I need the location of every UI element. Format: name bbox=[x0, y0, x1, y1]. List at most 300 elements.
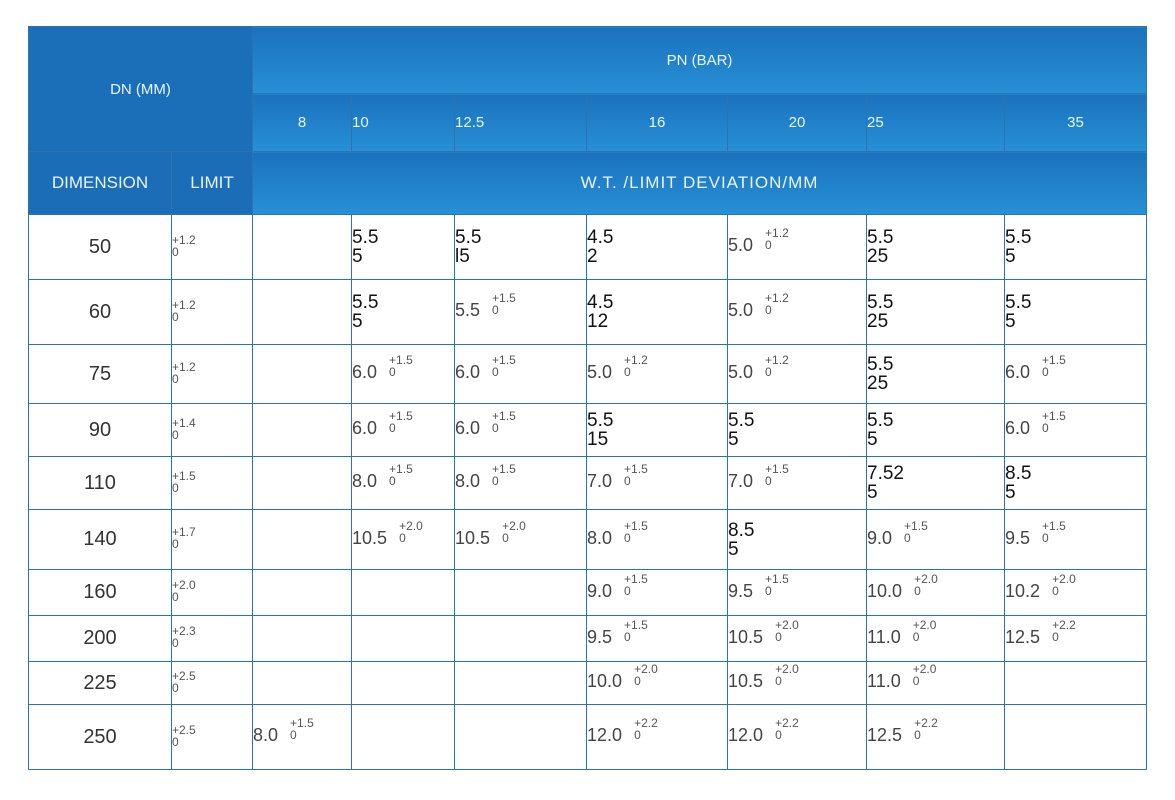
deviation-upper: +2.2 bbox=[914, 716, 938, 730]
wt-value: 11.0 bbox=[867, 671, 901, 691]
wt-cell bbox=[587, 457, 728, 510]
wt-value-line: 5 bbox=[1005, 311, 1016, 332]
wt-stacked-value bbox=[867, 228, 1004, 266]
deviation-upper: +2.0 bbox=[634, 662, 658, 676]
wt-deviation bbox=[914, 573, 938, 597]
wt-value: 5.5 bbox=[455, 300, 481, 320]
wt-cell bbox=[1005, 457, 1147, 510]
wt-cell bbox=[728, 280, 867, 345]
pn-header: PN (BAR) bbox=[253, 27, 1147, 94]
wt-deviation bbox=[904, 520, 928, 544]
wt-value-line: 5.5 bbox=[1005, 292, 1032, 313]
wt-cell bbox=[1005, 215, 1147, 280]
wt-value: 12.5 bbox=[1005, 626, 1041, 647]
wt-deviation bbox=[389, 410, 413, 434]
wt-cell bbox=[728, 616, 867, 662]
deviation-upper: +1.5 bbox=[1042, 409, 1066, 423]
table-body bbox=[29, 215, 1147, 770]
deviation-upper: +1.2 bbox=[765, 291, 789, 305]
wt-cell bbox=[455, 215, 587, 280]
wt-value-line: 4.5 bbox=[587, 227, 614, 248]
wt-cell bbox=[867, 404, 1005, 457]
wt-value-line: 8.5 bbox=[1005, 463, 1032, 484]
wt-value-line: 5 bbox=[728, 538, 739, 560]
wt-stacked-value bbox=[728, 521, 866, 559]
wt-deviation bbox=[913, 663, 937, 687]
deviation-lower: 0 bbox=[1042, 365, 1049, 379]
deviation-upper: +2.0 bbox=[775, 617, 799, 632]
wt-cell bbox=[253, 457, 352, 510]
wt-cell bbox=[1005, 705, 1147, 770]
deviation-lower: 0 bbox=[502, 530, 509, 545]
wt-cell bbox=[867, 345, 1005, 404]
wt-deviation bbox=[765, 354, 789, 378]
wt-value: 8.0 bbox=[253, 725, 279, 745]
wt-value: 8.0 bbox=[587, 527, 613, 548]
wt-cell bbox=[253, 280, 352, 345]
wt-value: 8.0 bbox=[352, 471, 378, 491]
wt-value: 6.0 bbox=[352, 418, 378, 438]
deviation-upper: +1.5 bbox=[624, 617, 648, 632]
pressure-header-20: 20 bbox=[728, 94, 867, 152]
wt-cell bbox=[455, 570, 587, 616]
wt-deviation bbox=[492, 463, 516, 487]
wt-deviation bbox=[389, 354, 413, 378]
wt-value-line: 5.5 bbox=[1005, 227, 1032, 248]
deviation-lower: 0 bbox=[290, 728, 297, 742]
wt-cell bbox=[455, 510, 587, 570]
wt-header: W.T. /LIMIT DEVIATION/MM bbox=[253, 152, 1147, 215]
wt-value-line: 25 bbox=[867, 246, 889, 267]
limit-lower: 0 bbox=[172, 590, 179, 604]
deviation-upper: +2.0 bbox=[775, 662, 799, 676]
wt-deviation bbox=[914, 717, 938, 741]
wt-cell bbox=[1005, 616, 1147, 662]
table-row bbox=[29, 280, 1147, 345]
deviation-upper: +1.5 bbox=[624, 462, 648, 476]
wt-stacked-value bbox=[728, 411, 866, 449]
limit-deviation bbox=[172, 526, 196, 550]
wt-value: 10.0 bbox=[587, 671, 623, 691]
pipe-spec-table bbox=[28, 26, 1147, 770]
wt-cell bbox=[455, 345, 587, 404]
wt-deviation bbox=[775, 717, 799, 741]
wt-value: 5.0 bbox=[728, 362, 754, 382]
wt-cell bbox=[455, 280, 587, 345]
wt-deviation bbox=[492, 292, 516, 316]
deviation-lower: 0 bbox=[634, 674, 641, 688]
limit-deviation bbox=[172, 234, 196, 258]
wt-cell bbox=[352, 345, 455, 404]
wt-cell bbox=[253, 662, 352, 705]
deviation-upper: +1.5 bbox=[765, 462, 789, 476]
deviation-lower: 0 bbox=[624, 629, 631, 644]
deviation-lower: 0 bbox=[765, 474, 772, 488]
wt-value-line: 8.5 bbox=[728, 519, 755, 541]
wt-value: 8.0 bbox=[455, 471, 481, 491]
deviation-upper: +1.5 bbox=[389, 353, 413, 367]
deviation-lower: 0 bbox=[765, 303, 772, 317]
wt-cell bbox=[867, 662, 1005, 705]
wt-value: 10.5 bbox=[455, 527, 491, 548]
wt-cell bbox=[352, 705, 455, 770]
dimension-cell: 50 bbox=[29, 215, 172, 280]
wt-cell bbox=[728, 215, 867, 280]
wt-cell bbox=[728, 510, 867, 570]
wt-cell bbox=[253, 215, 352, 280]
wt-cell bbox=[253, 345, 352, 404]
wt-deviation bbox=[502, 520, 526, 544]
deviation-upper: +2.0 bbox=[912, 662, 937, 676]
wt-value: 6.0 bbox=[1005, 362, 1031, 382]
limit-deviation bbox=[172, 361, 196, 385]
wt-value-line: 5 bbox=[1005, 482, 1016, 503]
wt-deviation bbox=[1042, 410, 1066, 434]
wt-value: 6.0 bbox=[352, 362, 378, 382]
deviation-upper: +1.5 bbox=[1042, 353, 1066, 367]
limit-upper: +1.7 bbox=[172, 525, 196, 539]
table-row bbox=[29, 510, 1147, 570]
limit-cell bbox=[172, 280, 253, 345]
deviation-upper: +1.5 bbox=[1042, 518, 1066, 533]
wt-deviation bbox=[1042, 520, 1066, 544]
deviation-upper: +2.0 bbox=[914, 571, 938, 586]
deviation-lower: 0 bbox=[624, 530, 631, 545]
wt-value: 9.5 bbox=[587, 626, 613, 647]
deviation-lower: 0 bbox=[624, 583, 631, 598]
limit-deviation bbox=[172, 579, 196, 603]
limit-deviation bbox=[172, 670, 196, 694]
wt-cell bbox=[352, 280, 455, 345]
wt-value-line: 4.5 bbox=[587, 292, 614, 313]
wt-cell bbox=[587, 280, 728, 345]
dimension-cell: 90 bbox=[29, 404, 172, 457]
pressure-header-12-5: 12.5 bbox=[455, 94, 587, 152]
wt-value: 9.5 bbox=[1005, 527, 1031, 548]
limit-upper: +2.5 bbox=[172, 668, 196, 683]
wt-cell bbox=[253, 570, 352, 616]
wt-deviation bbox=[290, 717, 314, 741]
table-row bbox=[29, 662, 1147, 705]
deviation-lower: 0 bbox=[765, 583, 772, 598]
wt-stacked-value bbox=[1005, 464, 1146, 502]
wt-cell bbox=[728, 404, 867, 457]
deviation-upper: +1.2 bbox=[765, 226, 789, 240]
wt-stacked-value bbox=[352, 228, 454, 266]
limit-upper: +1.2 bbox=[172, 359, 196, 374]
wt-deviation bbox=[492, 410, 516, 434]
limit-deviation bbox=[172, 625, 196, 649]
deviation-lower: 0 bbox=[912, 629, 920, 644]
deviation-upper: +1.5 bbox=[492, 409, 516, 423]
wt-stacked-value bbox=[587, 228, 727, 266]
limit-lower: 0 bbox=[172, 537, 179, 551]
wt-cell bbox=[455, 705, 587, 770]
wt-stacked-value bbox=[455, 228, 586, 266]
wt-cell bbox=[728, 345, 867, 404]
wt-value: 12.0 bbox=[728, 725, 764, 745]
limit-cell bbox=[172, 662, 253, 705]
deviation-lower: 0 bbox=[775, 629, 782, 644]
wt-deviation bbox=[624, 463, 648, 487]
wt-value: 9.0 bbox=[867, 527, 893, 548]
deviation-upper: +2.2 bbox=[775, 716, 799, 730]
limit-cell bbox=[172, 705, 253, 770]
wt-value-line: 15 bbox=[587, 429, 609, 450]
limit-upper: +1.5 bbox=[172, 468, 196, 483]
dimension-cell: 140 bbox=[29, 510, 172, 570]
wt-deviation bbox=[765, 227, 789, 251]
wt-cell bbox=[253, 616, 352, 662]
wt-cell bbox=[455, 616, 587, 662]
wt-deviation bbox=[399, 520, 423, 544]
wt-value: 7.0 bbox=[587, 471, 613, 491]
wt-deviation bbox=[765, 463, 789, 487]
limit-cell bbox=[172, 345, 253, 404]
wt-value-line: 25 bbox=[867, 311, 889, 332]
wt-value-line: 2 bbox=[587, 246, 598, 267]
wt-value-line: 5.5 bbox=[867, 354, 894, 375]
limit-lower: 0 bbox=[172, 734, 179, 749]
deviation-upper: +1.5 bbox=[624, 571, 648, 586]
wt-stacked-value bbox=[352, 293, 454, 331]
wt-deviation bbox=[775, 619, 799, 643]
deviation-upper: +2.0 bbox=[1052, 571, 1076, 586]
limit-deviation bbox=[172, 724, 196, 748]
wt-value: 5.0 bbox=[587, 362, 613, 382]
wt-deviation bbox=[913, 619, 937, 643]
limit-upper: +2.5 bbox=[172, 722, 196, 737]
limit-deviation bbox=[172, 470, 196, 494]
wt-deviation bbox=[624, 354, 648, 378]
limit-cell bbox=[172, 215, 253, 280]
wt-cell bbox=[587, 662, 728, 705]
deviation-upper: +1.5 bbox=[389, 409, 413, 423]
wt-cell bbox=[867, 616, 1005, 662]
deviation-lower: 0 bbox=[492, 421, 499, 435]
wt-value: 6.0 bbox=[455, 362, 481, 382]
deviation-lower: 0 bbox=[765, 365, 772, 379]
deviation-lower: 0 bbox=[1042, 530, 1049, 545]
limit-upper: +1.4 bbox=[172, 415, 196, 430]
deviation-upper: +2.0 bbox=[399, 518, 423, 533]
dn-header: DN (MM) bbox=[29, 27, 253, 152]
wt-value-line: 5.5 bbox=[867, 227, 894, 248]
pressure-header-10: 10 bbox=[352, 94, 455, 152]
deviation-lower: 0 bbox=[634, 728, 641, 742]
deviation-lower: 0 bbox=[765, 238, 772, 252]
wt-cell bbox=[1005, 280, 1147, 345]
wt-value: 9.0 bbox=[587, 580, 613, 601]
wt-stacked-value bbox=[1005, 228, 1146, 266]
wt-value: 5.0 bbox=[728, 235, 754, 255]
wt-cell bbox=[587, 705, 728, 770]
wt-cell bbox=[455, 404, 587, 457]
wt-cell bbox=[587, 510, 728, 570]
wt-cell bbox=[587, 215, 728, 280]
wt-value: 9.5 bbox=[728, 580, 754, 601]
wt-cell bbox=[352, 457, 455, 510]
wt-value-line: 5.5 bbox=[352, 292, 379, 313]
wt-stacked-value bbox=[587, 293, 727, 331]
wt-cell bbox=[587, 345, 728, 404]
deviation-upper: +1.5 bbox=[492, 462, 516, 476]
deviation-upper: +1.5 bbox=[765, 571, 789, 586]
wt-value: 12.0 bbox=[587, 725, 623, 745]
deviation-lower: 0 bbox=[492, 303, 499, 317]
pressure-header-25: 25 bbox=[867, 94, 1005, 152]
wt-value-line: 5 bbox=[1005, 246, 1016, 267]
dimension-cell: 225 bbox=[29, 662, 172, 705]
wt-cell bbox=[867, 457, 1005, 510]
deviation-lower: 0 bbox=[775, 674, 782, 688]
limit-upper: +1.2 bbox=[172, 232, 196, 247]
wt-deviation bbox=[1052, 619, 1076, 643]
deviation-lower: 0 bbox=[775, 728, 782, 742]
wt-value-line: 5.5 bbox=[455, 227, 482, 248]
wt-cell bbox=[455, 457, 587, 510]
deviation-upper: +1.2 bbox=[765, 353, 789, 367]
wt-value: 10.5 bbox=[728, 671, 764, 691]
limit-cell bbox=[172, 404, 253, 457]
wt-value: 6.0 bbox=[455, 418, 481, 438]
pressure-header-16: 16 bbox=[587, 94, 728, 152]
wt-value: 5.0 bbox=[728, 300, 754, 320]
deviation-upper: +1.5 bbox=[492, 291, 516, 305]
deviation-upper: +1.2 bbox=[624, 353, 648, 367]
deviation-lower: 0 bbox=[914, 728, 921, 742]
limit-lower: 0 bbox=[172, 480, 179, 495]
dimension-cell: 60 bbox=[29, 280, 172, 345]
wt-value-line: 5 bbox=[728, 429, 739, 450]
wt-cell bbox=[728, 570, 867, 616]
wt-stacked-value bbox=[867, 464, 1004, 502]
deviation-lower: 0 bbox=[912, 674, 920, 688]
deviation-upper: +1.5 bbox=[624, 518, 648, 533]
wt-cell bbox=[1005, 404, 1147, 457]
wt-deviation bbox=[775, 663, 799, 687]
table-row bbox=[29, 457, 1147, 510]
deviation-upper: +1.5 bbox=[290, 716, 314, 730]
limit-lower: 0 bbox=[172, 371, 179, 386]
wt-cell bbox=[352, 510, 455, 570]
wt-value: 7.0 bbox=[728, 471, 754, 491]
wt-stacked-value bbox=[867, 293, 1004, 331]
dimension-header: DIMENSION bbox=[29, 152, 172, 215]
table-row bbox=[29, 404, 1147, 457]
wt-deviation bbox=[624, 619, 648, 643]
wt-value: 10.5 bbox=[352, 527, 388, 548]
wt-cell bbox=[587, 404, 728, 457]
deviation-lower: 0 bbox=[399, 530, 406, 545]
wt-value-line: 12 bbox=[587, 311, 609, 332]
limit-header: LIMIT bbox=[172, 152, 253, 215]
wt-value: 11.0 bbox=[867, 626, 901, 647]
deviation-lower: 0 bbox=[389, 365, 396, 379]
wt-deviation bbox=[765, 292, 789, 316]
wt-cell bbox=[728, 457, 867, 510]
deviation-upper: +2.0 bbox=[502, 518, 526, 533]
wt-cell bbox=[1005, 570, 1147, 616]
limit-upper: +2.3 bbox=[172, 624, 196, 638]
limit-lower: 0 bbox=[172, 636, 179, 650]
wt-value: 10.0 bbox=[867, 580, 903, 601]
limit-cell bbox=[172, 510, 253, 570]
wt-cell bbox=[253, 510, 352, 570]
wt-cell bbox=[587, 616, 728, 662]
deviation-lower: 0 bbox=[389, 474, 396, 488]
wt-cell bbox=[867, 215, 1005, 280]
wt-cell bbox=[1005, 345, 1147, 404]
limit-lower: 0 bbox=[172, 680, 179, 695]
limit-upper: +2.0 bbox=[172, 578, 196, 592]
wt-cell bbox=[455, 662, 587, 705]
limit-cell bbox=[172, 457, 253, 510]
wt-value-line: 7.52 bbox=[867, 463, 904, 484]
table-row bbox=[29, 616, 1147, 662]
pressure-header-35: 35 bbox=[1005, 94, 1147, 152]
wt-cell bbox=[867, 510, 1005, 570]
wt-cell bbox=[867, 280, 1005, 345]
limit-deviation bbox=[172, 299, 196, 323]
wt-cell bbox=[867, 570, 1005, 616]
wt-stacked-value bbox=[587, 411, 727, 449]
dimension-cell: 200 bbox=[29, 616, 172, 662]
table-row bbox=[29, 705, 1147, 770]
wt-deviation bbox=[1052, 573, 1076, 597]
wt-value: 12.5 bbox=[867, 725, 903, 745]
wt-cell bbox=[352, 215, 455, 280]
wt-cell bbox=[1005, 662, 1147, 705]
deviation-lower: 0 bbox=[492, 474, 499, 488]
wt-deviation bbox=[492, 354, 516, 378]
wt-cell bbox=[352, 404, 455, 457]
deviation-lower: 0 bbox=[492, 365, 499, 379]
wt-cell bbox=[352, 616, 455, 662]
wt-value-line: 5.5 bbox=[728, 410, 755, 431]
limit-cell bbox=[172, 616, 253, 662]
limit-lower: 0 bbox=[172, 244, 179, 259]
deviation-upper: +1.5 bbox=[492, 353, 516, 367]
wt-value-line: 5 bbox=[867, 482, 878, 503]
wt-cell bbox=[1005, 510, 1147, 570]
wt-cell bbox=[253, 404, 352, 457]
limit-lower: 0 bbox=[172, 427, 179, 442]
table-row bbox=[29, 215, 1147, 280]
wt-value-line: 5 bbox=[352, 246, 363, 267]
wt-cell bbox=[728, 705, 867, 770]
wt-cell bbox=[728, 662, 867, 705]
wt-deviation bbox=[765, 573, 789, 597]
dimension-cell: 110 bbox=[29, 457, 172, 510]
wt-value-line: 5.5 bbox=[867, 292, 894, 313]
deviation-lower: 0 bbox=[624, 474, 631, 488]
wt-value-line: 5.5 bbox=[867, 410, 894, 431]
deviation-lower: 0 bbox=[1052, 583, 1059, 598]
wt-deviation bbox=[389, 463, 413, 487]
wt-deviation bbox=[624, 520, 648, 544]
wt-stacked-value bbox=[1005, 293, 1146, 331]
wt-deviation bbox=[1042, 354, 1066, 378]
wt-value: 10.5 bbox=[728, 626, 764, 647]
wt-deviation bbox=[624, 573, 648, 597]
deviation-lower: 0 bbox=[624, 365, 631, 379]
wt-value-line: 5.5 bbox=[352, 227, 379, 248]
dimension-cell: 160 bbox=[29, 570, 172, 616]
wt-deviation bbox=[634, 717, 658, 741]
deviation-lower: 0 bbox=[1042, 421, 1049, 435]
deviation-upper: +2.0 bbox=[912, 617, 937, 632]
